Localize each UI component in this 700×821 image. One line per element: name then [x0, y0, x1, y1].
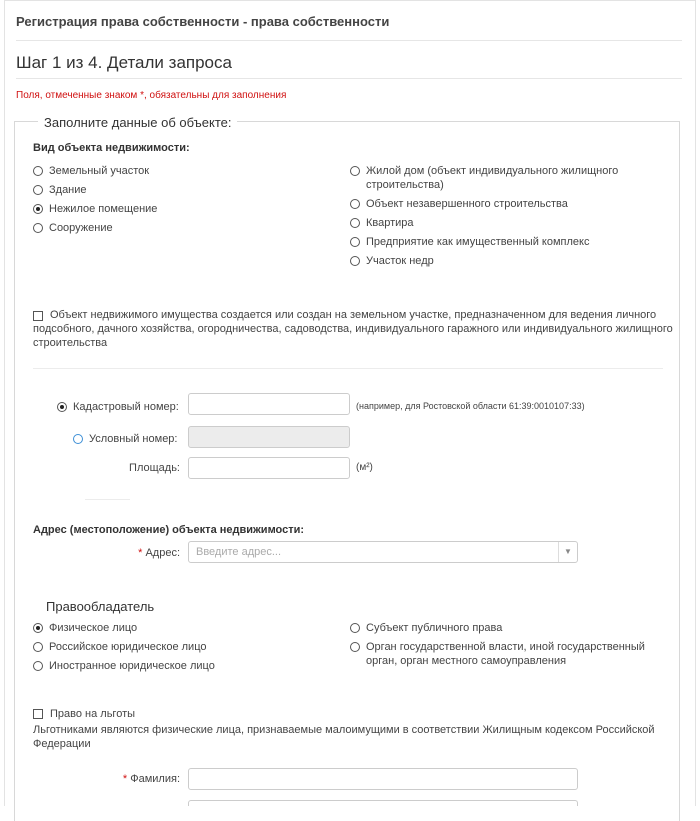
- area-input[interactable]: [188, 457, 350, 479]
- radio-label: Земельный участок: [49, 165, 150, 177]
- conditional-number-input[interactable]: [188, 426, 350, 448]
- radio-circle[interactable]: [33, 661, 43, 671]
- radio-apartment[interactable]: [350, 216, 414, 230]
- land-purpose-checkbox[interactable]: [33, 311, 43, 321]
- radio-cadastral-number[interactable]: [57, 400, 179, 414]
- radio-circle[interactable]: [350, 199, 360, 209]
- address-select[interactable]: [188, 541, 578, 563]
- title-divider: [16, 40, 682, 41]
- radio-foreign-legal-entity[interactable]: [33, 659, 215, 673]
- holder-section-label: Правообладатель: [46, 599, 155, 614]
- radio-circle[interactable]: [33, 642, 43, 652]
- radio-circle[interactable]: [350, 218, 360, 228]
- identifiers-divider: [33, 368, 663, 369]
- radio-label: Сооружение: [49, 222, 113, 234]
- benefits-checkbox-row[interactable]: [33, 707, 135, 721]
- land-purpose-label: Объект недвижимого имущества создается или создан на земельном участке, предназначенном для ведения личного подсобного, дачного хозяйства, огородничества, садоводства, индивидуального гаражного или индивидуального жилищного строительства: [33, 309, 673, 349]
- cadastral-hint: (например, для Ростовской области 61:39:0010107:33): [356, 401, 585, 411]
- address-placeholder: Введите адрес...: [196, 546, 282, 558]
- object-type-label: Вид объекта недвижимости:: [33, 142, 190, 154]
- radio-label: Нежилое помещение: [49, 203, 158, 215]
- benefits-note: Льготниками являются физические лица, признаваемые малоимущими в соответствии Жилищным кодексом Российской Федерации: [33, 724, 655, 750]
- radio-residential-house[interactable]: [350, 164, 640, 192]
- radio-conditional-number[interactable]: [73, 432, 177, 446]
- radio-property-complex[interactable]: [350, 235, 589, 249]
- step-title: Шаг 1 из 4. Детали запроса: [16, 53, 232, 72]
- radio-building[interactable]: [33, 183, 87, 197]
- area-label: Площадь:: [129, 462, 180, 474]
- required-mark: *: [138, 547, 143, 559]
- radio-circle[interactable]: [33, 185, 43, 195]
- radio-structure[interactable]: [33, 221, 113, 235]
- surname-field-label: [100, 773, 180, 785]
- radio-russian-legal-entity[interactable]: [33, 640, 207, 654]
- radio-unfinished-construction[interactable]: [350, 197, 568, 211]
- radio-label: Орган государственной власти, иной государственный орган, орган местного самоуправления: [366, 641, 645, 667]
- radio-land-plot[interactable]: [33, 164, 149, 178]
- surname-input[interactable]: [188, 768, 578, 790]
- required-note: Поля, отмеченные знаком *, обязательны для заполнения: [16, 90, 287, 101]
- radio-circle[interactable]: [33, 166, 43, 176]
- radio-circle[interactable]: [350, 166, 360, 176]
- radio-circle[interactable]: [350, 237, 360, 247]
- surname-label-text: Фамилия:: [130, 773, 180, 785]
- radio-circle-selected[interactable]: [33, 204, 43, 214]
- cadastral-label: Кадастровый номер:: [73, 401, 179, 413]
- chevron-down-icon[interactable]: ▼: [558, 542, 577, 562]
- radio-nonresidential[interactable]: [33, 202, 157, 216]
- radio-circle[interactable]: [73, 434, 83, 444]
- radio-label: Российское юридическое лицо: [49, 641, 207, 653]
- radio-label: Иностранное юридическое лицо: [49, 660, 215, 672]
- address-section-label: Адрес (местоположение) объекта недвижимости:: [33, 524, 305, 536]
- radio-circle[interactable]: [350, 623, 360, 633]
- area-divider: [85, 499, 130, 500]
- address-label-text: Адрес:: [145, 547, 180, 559]
- land-purpose-checkbox-row[interactable]: [33, 308, 673, 350]
- radio-label: Физическое лицо: [49, 622, 138, 634]
- radio-subsoil-plot[interactable]: [350, 254, 434, 268]
- radio-label: Объект незавершенного строительства: [366, 198, 568, 210]
- benefits-label: Право на льготы: [50, 708, 136, 720]
- radio-circle[interactable]: [33, 223, 43, 233]
- radio-label: Квартира: [366, 217, 414, 229]
- radio-individual[interactable]: [33, 621, 137, 635]
- area-unit: (м²): [356, 462, 373, 473]
- radio-circle[interactable]: [350, 256, 360, 266]
- fieldset-legend: Заполните данные об объекте:: [38, 115, 237, 130]
- required-mark: *: [122, 773, 128, 785]
- address-field-label: [120, 547, 180, 559]
- radio-label: Участок недр: [366, 255, 434, 267]
- radio-public-law-subject[interactable]: [350, 621, 502, 635]
- radio-label: Субъект публичного права: [366, 622, 503, 634]
- step-divider: [16, 78, 682, 79]
- conditional-label: Условный номер:: [89, 433, 178, 445]
- cadastral-number-input[interactable]: [188, 393, 350, 415]
- radio-circle[interactable]: [350, 642, 360, 652]
- benefits-checkbox[interactable]: [33, 709, 43, 719]
- radio-label: Предприятие как имущественный комплекс: [366, 236, 590, 248]
- next-input-partial[interactable]: [188, 800, 578, 806]
- radio-label: Здание: [49, 184, 87, 196]
- page-title: Регистрация права собственности - права собственности: [16, 14, 390, 29]
- radio-label: Жилой дом (объект индивидуального жилищного строительства): [366, 165, 619, 191]
- radio-circle-selected[interactable]: [33, 623, 43, 633]
- radio-circle-selected[interactable]: [57, 402, 67, 412]
- radio-government-body[interactable]: [350, 640, 650, 668]
